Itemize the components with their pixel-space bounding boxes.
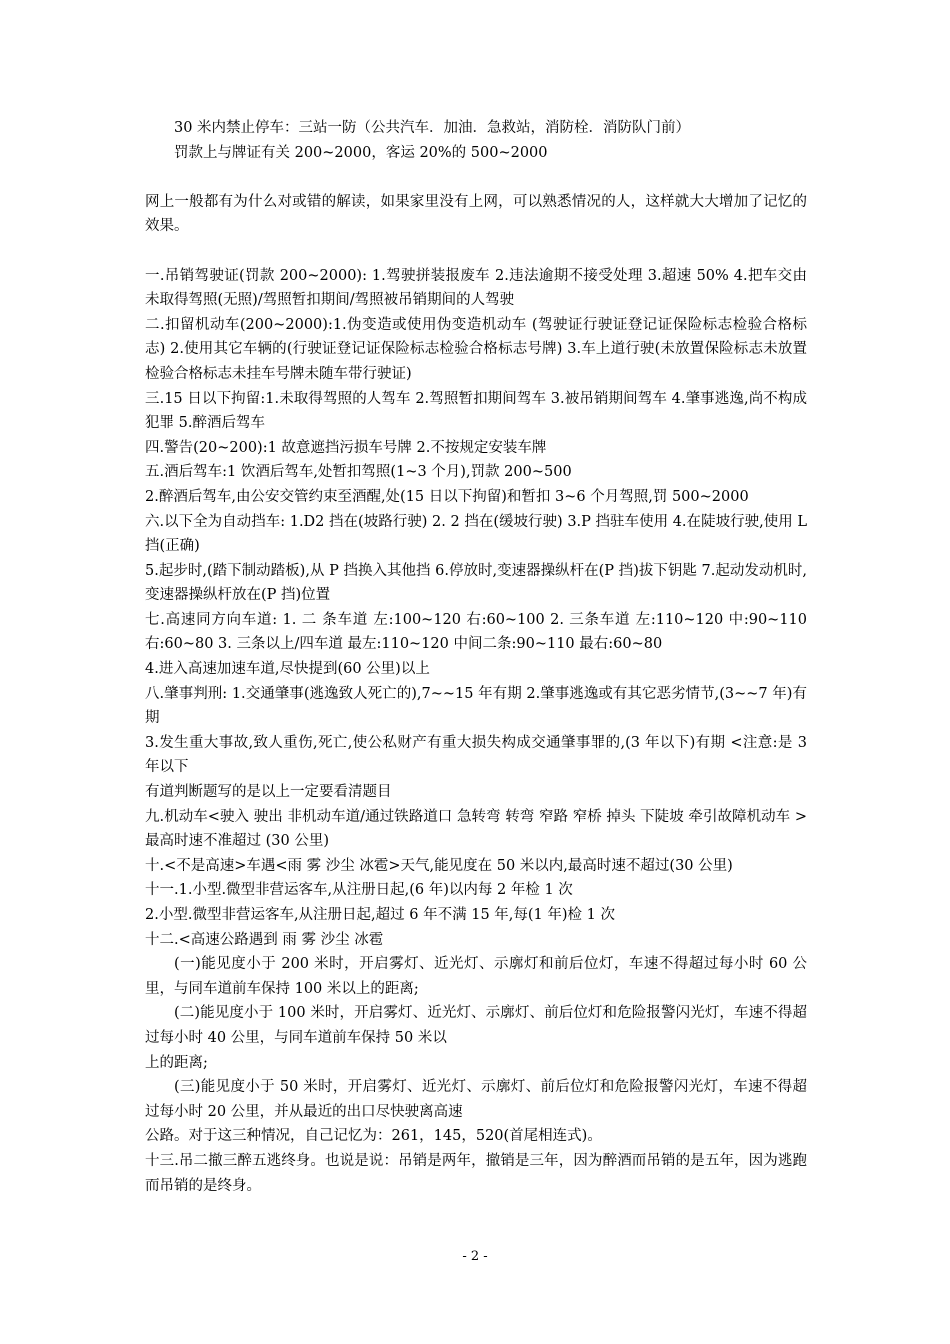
paragraph: 八.肇事判刑: 1.交通肇事(逃逸致人死亡的),7~~15 年有期 2.肇事逃逸或有其它恶劣情节,(3~~7 年)有期 xyxy=(145,685,807,727)
paragraph: 十.<不是高速>车遇<雨 雾 沙尘 冰雹>天气,能见度在 50 米以内,最高时速不超过(30 公里) xyxy=(145,857,733,874)
page-number: - 2 - xyxy=(462,1249,488,1264)
paragraph: 有道判断题写的是以上一定要看清题目 xyxy=(145,784,392,801)
paragraph: 十三.吊二撤三醉五逃终身。也说是说：吊销是两年，撤销是三年，因为醉酒而吊销的是五年，因为逃跑而吊销的是终身。 xyxy=(145,1152,807,1194)
paragraph: 公路。对于这三种情况，自己记忆为：261，145，520(首尾相连式)。 xyxy=(145,1128,602,1145)
paragraph: 5.起步时,(踏下制动踏板),从 P 挡换入其他挡 6.停放时,变速器操纵杆在(P 挡)拔下钥匙 7.起动发动机时,变速器操纵杆放在(P 挡)位置 xyxy=(145,562,807,604)
paragraph: 五.酒后驾车:1 饮酒后驾车,处暂扣驾照(1~3 个月),罚款 200~500 xyxy=(145,464,572,481)
paragraph: 十一.1.小型.微型非营运客车,从注册日起,(6 年)以内每 2 年检 1 次 xyxy=(145,882,573,899)
paragraph: 2.小型.微型非营运客车,从注册日起,超过 6 年不满 15 年,每(1 年)检 1 次 xyxy=(145,907,615,923)
body-text xyxy=(145,116,807,1198)
paragraph: 3.发生重大事故,致人重伤,死亡,使公私财产有重大损失构成交通肇事罪的,(3 年以下)有期 <注意:是 3 年以下 xyxy=(145,734,807,776)
paragraph-gap xyxy=(145,239,807,264)
paragraph: 九.机动车<驶入 驶出 非机动车道/通过铁路道口 急转弯 转弯 窄路 窄桥 掉头 下陡坡 牵引故障机动车 > 最高时速不准超过 (30 公里) xyxy=(145,808,807,850)
paragraph: 三.15 日以下拘留:1.未取得驾照的人驾车 2.驾照暂扣期间驾车 3.被吊销期间驾车 4.肇事逃逸,尚不构成犯罪 5.醉酒后驾车 xyxy=(145,390,807,432)
paragraph: 上的距离; xyxy=(145,1054,208,1071)
paragraph: (三)能见度小于 50 米时，开启雾灯、近光灯、示廓灯、前后位灯和危险报警闪光灯，车速不得超过每小时 20 公里，并从最近的出口尽快驶离高速 xyxy=(145,1079,807,1120)
paragraph: 七.高速同方向车道: 1. 二 条车道 左:100~120 右:60~100 2. 三条车道 左:110~120 中:90~110 右:60~80 3. 三条以上/四车道 最左:110~120 中间二条:90~110 最右:60~80 xyxy=(145,611,807,653)
paragraph-gap xyxy=(145,165,807,190)
paragraph: (一)能见度小于 200 米时，开启雾灯、近光灯、示廓灯和前后位灯，车速不得超过每小时 60 公里，与同车道前车保持 100 米以上的距离; xyxy=(145,956,807,997)
paragraph: 十二.<高速公路遇到 雨 雾 沙尘 冰雹 xyxy=(145,931,384,948)
paragraph: 30 米内禁止停车：三站一防（公共汽车．加油．急救站，消防栓．消防队门前） xyxy=(174,120,691,136)
paragraph: 一.吊销驾驶证(罚款 200~2000): 1.驾驶拼装报废车 2.违法逾期不接受处理 3.超速 50% 4.把车交由未取得驾照(无照)/驾照暂扣期间/驾照被吊销期间的人驾驶 xyxy=(145,267,807,309)
paragraph: 4.进入高速加速车道,尽快提到(60 公里)以上 xyxy=(145,661,430,678)
paragraph: 2.醉酒后驾车,由公安交管约束至酒醒,处(15 日以下拘留)和暂扣 3~6 个月驾照,罚 500~2000 xyxy=(145,488,749,505)
paragraph: 六.以下全为自动挡车: 1.D2 挡在(坡路行驶) 2. 2 挡在(缓坡行驶) 3.P 挡驻车使用 4.在陡坡行驶,使用 L 挡(正确) xyxy=(145,513,807,555)
paragraph: 罚款上与牌证有关 200~2000，客运 20%的 500~2000 xyxy=(174,144,548,161)
paragraph: (二)能见度小于 100 米时，开启雾灯、近光灯、示廓灯、前后位灯和危险报警闪光灯，车速不得超过每小时 40 公里，与同车道前车保持 50 米以 xyxy=(145,1005,807,1046)
paragraph: 网上一般都有为什么对或错的解读，如果家里没有上网，可以熟悉情况的人，这样就大大增加了记忆的效果。 xyxy=(145,193,807,235)
paragraph: 四.警告(20~200):1 故意遮挡污损车号牌 2.不按规定安装车牌 xyxy=(145,439,547,456)
paragraph: 二.扣留机动车(200~2000):1.伪变造或使用伪变造机动车 (驾驶证行驶证登记证保险标志检验合格标志) 2.使用其它车辆的(行驶证登记证保险标志检验合格标志号牌) 3.车上道行驶(未放置保险标志未放置检验合格标志未挂车号牌未随车带行驶证) xyxy=(145,316,807,382)
